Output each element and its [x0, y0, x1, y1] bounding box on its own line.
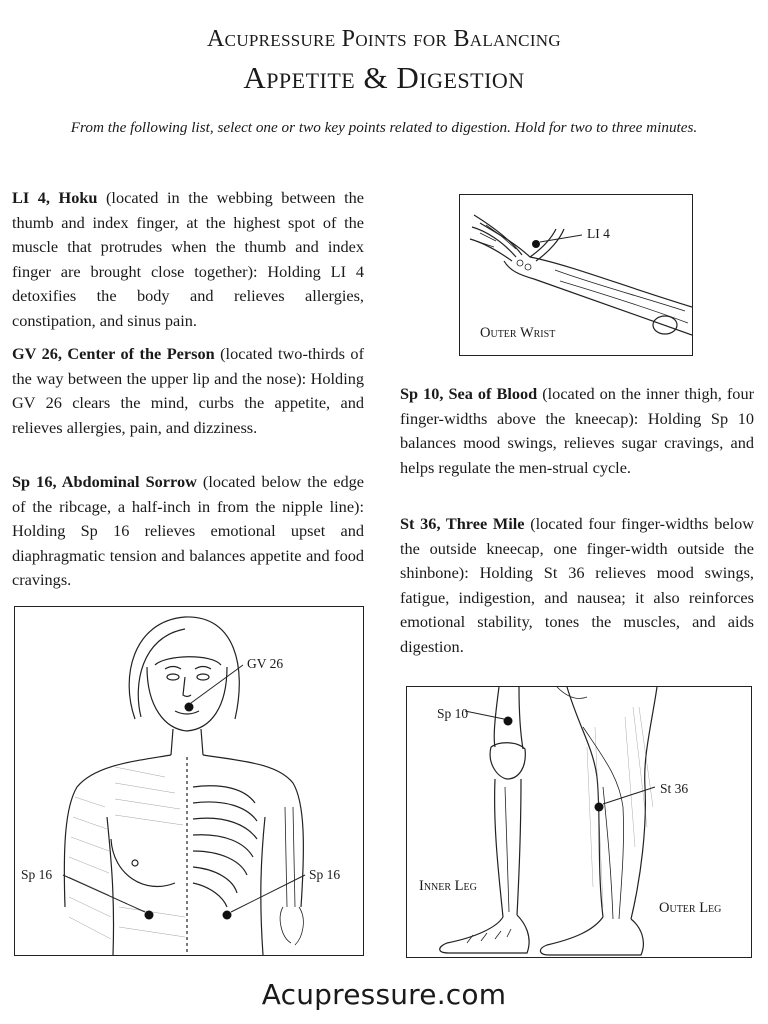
point-name: Sp 10, Sea of Blood: [400, 384, 538, 403]
sp16-right-label: Sp 16: [309, 867, 341, 882]
wrist-figure: [459, 194, 693, 356]
title-line-2: Appetite & Digestion: [243, 60, 525, 95]
point-description: (located below the edge of the ribcage, a half-inch in from the nipple line): Holding Sp 16 relieves emotional upset and diaphragmatic tension and balances appetite and food cravings.: [12, 472, 365, 590]
footer-site-link[interactable]: Acupressure.com: [261, 978, 507, 1011]
point-gv26: [12, 342, 364, 440]
sp10-point-marker: [504, 717, 513, 726]
st36-point-marker: [595, 803, 604, 812]
intro-text: From the following list, select one or two key points related to digestion. Hold for two to three minutes.: [70, 119, 698, 136]
inner-leg-caption: Inner Leg: [419, 878, 477, 894]
point-sp16: [12, 470, 364, 593]
point-description: (located on the inner thigh, four finger-widths above the kneecap): Holding Sp 10 balances mood swings, relieves sugar cravings, and helps regulate the men-strual cycle.: [400, 384, 755, 477]
sp10-label: Sp 10: [437, 706, 469, 721]
li4-point-marker: [532, 240, 540, 248]
point-name: LI 4, Hoku: [12, 188, 98, 207]
st36-label: St 36: [660, 781, 689, 796]
point-st36: [400, 512, 754, 660]
point-name: St 36, Three Mile: [400, 514, 525, 533]
point-description: (located in the webbing between the thumb and index finger, at the highest spot of the muscle that protrudes when the thumb and index finger are brought close together): Holding LI 4 detoxifies the body and relieves allergies, constipation, and sinus pain.: [12, 188, 365, 330]
point-name: Sp 16, Abdominal Sorrow: [12, 472, 197, 491]
li4-label: LI 4: [587, 226, 610, 241]
sp16-left-label: Sp 16: [21, 867, 53, 882]
gv26-label: GV 26: [247, 656, 284, 671]
point-li4: [12, 186, 364, 334]
point-name: GV 26, Center of the Person: [12, 344, 215, 363]
wrist-caption: Outer Wrist: [480, 325, 556, 341]
sp16-right-point-marker: [223, 911, 232, 920]
torso-illustration: [15, 607, 363, 955]
point-description: (located four finger-widths below the outside kneecap, one finger-width outside the shinbone): Holding St 36 relieves mood swings, fatigue, indigestion, and nausea; it also reinforces emotional stability, tones the muscles, and aids digestion.: [400, 514, 754, 656]
outer-leg-caption: Outer Leg: [659, 900, 722, 916]
legs-figure: [406, 686, 752, 958]
title-line-1: Acupressure Points for Balancing: [207, 26, 561, 52]
point-description: (located two-thirds of the way between the upper lip and the nose): Holding GV 26 clears the mind, curbs the appetite, and relieves allergies, pain, and dizziness.: [12, 344, 364, 437]
gv26-point-marker: [185, 703, 194, 712]
point-sp10: [400, 382, 754, 480]
sp16-left-point-marker: [145, 911, 154, 920]
torso-figure: [14, 606, 364, 956]
